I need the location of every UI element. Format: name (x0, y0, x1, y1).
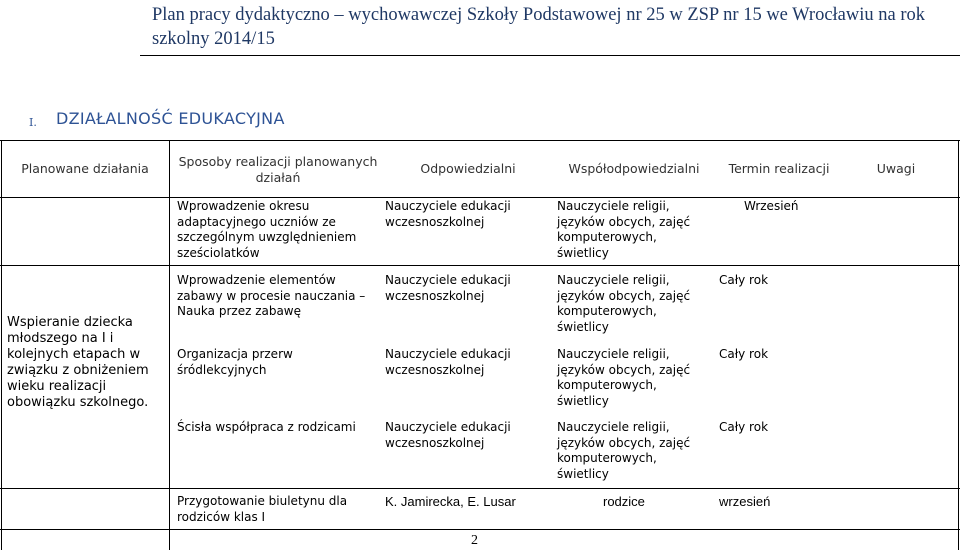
page-number: 2 (471, 533, 478, 548)
column-divider (169, 140, 170, 550)
header-termin: Termin realizacji (728, 161, 830, 176)
termin-cell: Cały rok (719, 273, 769, 287)
wspolodpowiedzialni-cell: Nauczyciele religii, języków obcych, zajęć komputerowych, świetlicy (557, 273, 691, 334)
termin-cell: Wrzesień (744, 199, 799, 213)
header-wspolodpowiedzialni: Współodpowiedzialni (568, 161, 700, 176)
sposoby-cell: Przygotowanie biuletynu dla rodziców klas I (177, 494, 348, 524)
wspolodpowiedzialni-cell: Nauczyciele religii, języków obcych, zajęć komputerowych, świetlicy (557, 199, 691, 260)
termin-cell: Cały rok (719, 347, 769, 361)
table-row-divider (0, 488, 960, 489)
wspolodpowiedzialni-cell: Nauczyciele religii, języków obcych, zajęć komputerowych, świetlicy (557, 420, 691, 481)
wspolodpowiedzialni-cell: Nauczyciele religii, języków obcych, zajęć komputerowych, świetlicy (557, 347, 691, 408)
planowane-dzialania-cell: Wspieranie dziecka młodszego na I i kolejnych etapach w związku z obniżeniem wieku realizacji obowiązku szkolnego. (7, 315, 149, 410)
sposoby-cell: Ścisła współpraca z rodzicami (177, 420, 356, 434)
section-title: DZIAŁALNOŚĆ EDUKACYJNA (56, 109, 285, 128)
column-divider (1, 140, 2, 550)
header-odpowiedzialni: Odpowiedzialni (420, 161, 516, 176)
table-row-divider (0, 197, 960, 198)
odpowiedzialni-cell: Nauczyciele edukacji wczesnoszkolnej (385, 273, 511, 303)
column-divider (958, 140, 959, 550)
wspolodpowiedzialni-cell: rodzice (603, 494, 645, 509)
sposoby-cell: Wprowadzenie okresu adaptacyjnego uczniów ze szczególnym uwzględnieniem sześciolatków (177, 199, 357, 260)
table-row-divider (0, 529, 960, 530)
header-uwagi: Uwagi (876, 161, 916, 176)
odpowiedzialni-cell: Nauczyciele edukacji wczesnoszkolnej (385, 347, 511, 377)
title-rule (140, 55, 960, 56)
section-number: I. (29, 116, 37, 129)
sposoby-cell: Organizacja przerw śródlekcyjnych (177, 347, 293, 377)
table-row-divider (0, 265, 960, 266)
odpowiedzialni-cell: K. Jamirecka, E. Lusar (385, 494, 516, 509)
header-planowane: Planowane działania (21, 161, 149, 176)
sposoby-cell: Wprowadzenie elementów zabawy w procesie nauczania – Nauka przez zabawę (177, 273, 366, 318)
document-title: Plan pracy dydaktyczno – wychowawczej Szkoły Podstawowej nr 25 w ZSP nr 15 we Wrocławiu na rok szkolny 2014/15 (152, 5, 925, 49)
termin-cell: Cały rok (719, 420, 769, 434)
table-top-border (0, 140, 960, 141)
header-sposoby: Sposoby realizacji planowanych działań (178, 154, 378, 185)
termin-cell: wrzesień (719, 494, 771, 509)
odpowiedzialni-cell: Nauczyciele edukacji wczesnoszkolnej (385, 199, 511, 229)
odpowiedzialni-cell: Nauczyciele edukacji wczesnoszkolnej (385, 420, 511, 450)
